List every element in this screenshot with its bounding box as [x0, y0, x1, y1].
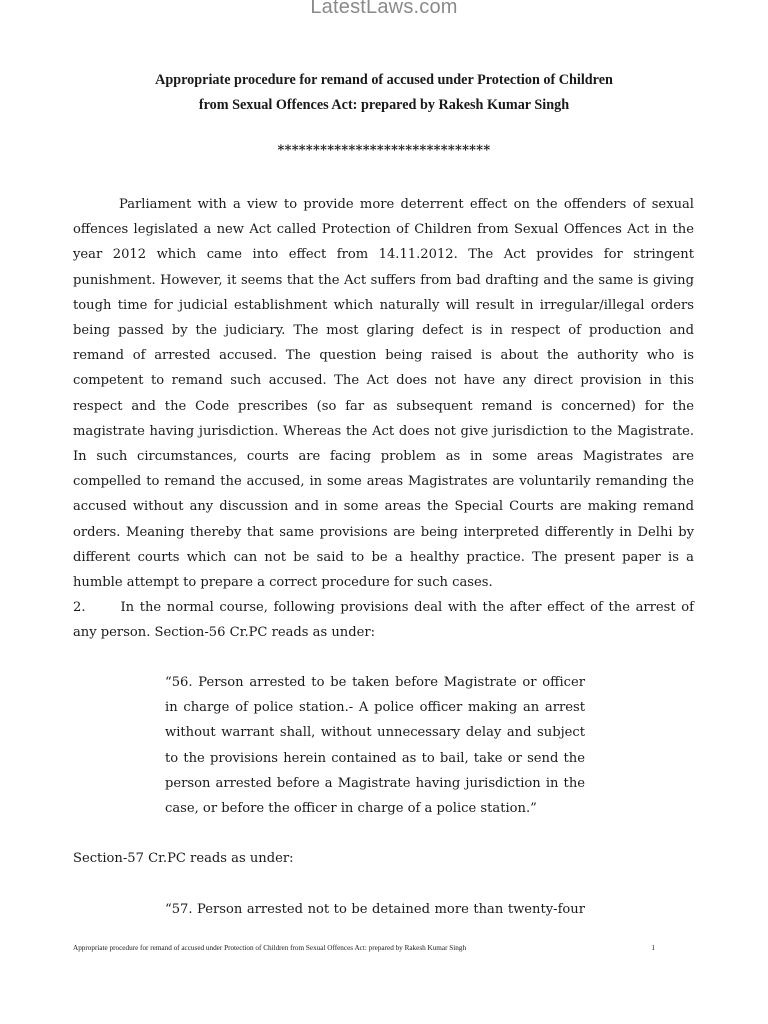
footer-text: Appropriate procedure for remand of accused under Protection of Children from Sexual Offences Act: prepared by Rakesh Kumar Singh — [73, 944, 467, 952]
paragraph-2-number: 2. — [73, 600, 86, 615]
separator: ****************************** — [277, 143, 491, 158]
title-line-1: Appropriate procedure for remand of accused under Protection of Children — [155, 72, 613, 88]
title-line-2: from Sexual Offences Act: prepared by Rakesh Kumar Singh — [198, 97, 570, 113]
page-number: 1 — [651, 944, 655, 952]
page-footer — [73, 944, 655, 952]
paragraph-2 — [73, 595, 694, 645]
quote-section-57: “57. Person arrested not to be detained more than twenty-four — [165, 902, 585, 917]
document-title — [73, 68, 695, 118]
watermark: LatestLaws.com — [310, 0, 458, 18]
paragraph-2-text: In the normal course, following provisions deal with the after effect of the arrest of any person. Section-56 Cr.PC reads as under: — [73, 600, 694, 641]
paragraph-1-text: Parliament with a view to provide more deterrent effect on the offenders of sexual offences legislated a new Act called Protection of Children from Sexual Offences Act in the year 2012 which came into effect from 14.11.2012. The Act provides for stringent punishment. However, it seems that the Act suffers from bad drafting and the same is giving tough time for judicial establishment which naturally will result in irregular/illegal orders being passed by the judiciary. The most glaring defect is in respect of production and remand of arrested accused. The question being raised is about the authority who is competent to remand such accused. The Act does not have any direct provision in this respect and the Code prescribes (so far as subsequent remand is concerned) for the magistrate having jurisdiction. Whereas the Act does not give jurisdiction to the Magistrate. In such circumstances, courts are facing problem as in some areas Magistrates are compelled to remand the accused, in some areas Magistrates are voluntarily remanding the accused without any discussion and in some areas the Special Courts are making remand orders. Meaning thereby that same provisions are being interpreted differently in Delhi by different courts which can not be said to be a healthy practice. The present paper is a humble attempt to prepare a correct procedure for such cases. — [73, 197, 694, 591]
section-57-intro: Section-57 Cr.PC reads as under: — [73, 851, 294, 866]
quote-section-56: “56. Person arrested to be taken before Magistrate or officer in charge of police station.- A police officer making an arrest without warrant shall, without unnecessary delay and subject to the provisions herein contained as to bail, take or send the person arrested before a Magistrate having jurisdiction in the case, or before the officer in charge of a police station.” — [165, 675, 585, 817]
paragraph-1 — [73, 192, 694, 595]
